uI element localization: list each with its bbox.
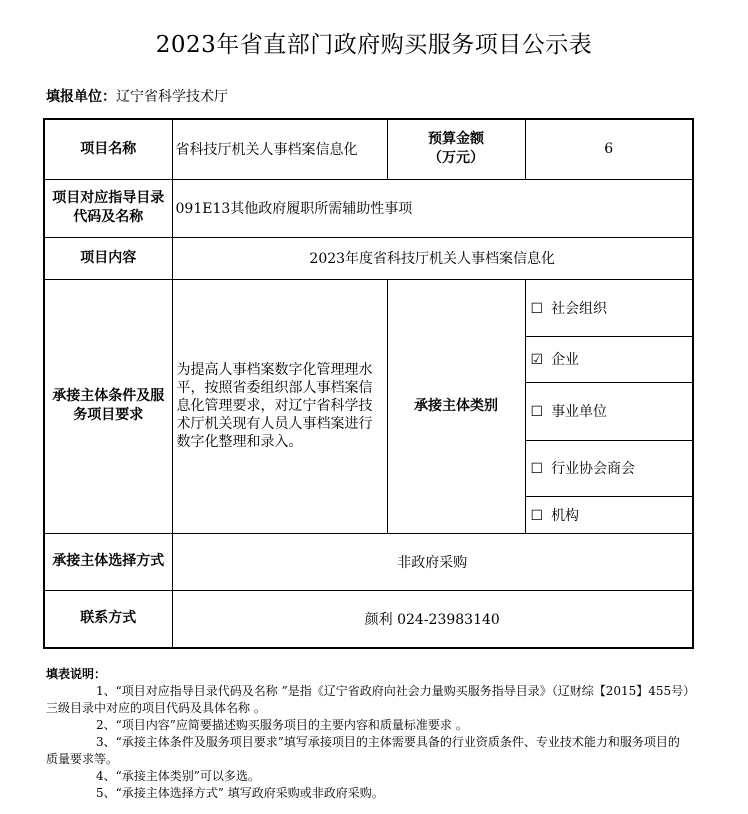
type-label: 承接主体类别	[387, 279, 525, 533]
content-label: 项目内容	[44, 237, 172, 279]
reporting-unit-label: 填报单位：	[46, 89, 116, 105]
note-item: 3、“承接主体条件及服务项目要求”填写承接项目的主体需要具备的行业资质条件、专业技术能力和服务项目的质量要求等。	[46, 735, 680, 766]
filling-instructions	[46, 666, 691, 802]
checkbox-icon: ☐	[530, 300, 544, 317]
reporting-unit-value: 辽宁省科学技术厅	[116, 89, 228, 105]
contact-value: 颜利 024-23983140	[172, 590, 693, 648]
note-item: 1、“项目对应指导目录代码及名称 ”是指《辽宁省政府向社会力量购买服务指导目录》（辽财综【2015】455号）三级目录中对应的项目代码及具体名称 。	[46, 684, 690, 715]
page-title: 2023年省直部门政府购买服务项目公示表	[155, 32, 593, 58]
catalog-label: 项目对应指导目录代码及名称	[44, 179, 172, 237]
checkbox-icon: ☐	[530, 404, 544, 420]
contact-label: 联系方式	[44, 590, 172, 648]
project-name-value: 省科技厅机关人事档案信息化	[172, 119, 387, 179]
option-enterprise[interactable]: ☑ 企业	[525, 336, 693, 382]
note-item: 4、“承接主体类别”可以多选。	[96, 769, 260, 783]
budget-value: 6	[525, 119, 693, 179]
reporting-unit	[46, 86, 228, 106]
checkbox-icon: ☐	[530, 507, 544, 524]
selection-method-label: 承接主体选择方式	[44, 533, 172, 590]
budget-label: 预算金额 （万元）	[387, 119, 525, 179]
note-item: 5、“承接主体选择方式” 填写政府采购或非政府采购。	[96, 786, 384, 800]
requirements-label: 承接主体条件及服务项目要求	[44, 279, 172, 533]
checkbox-icon: ☐	[530, 461, 544, 477]
option-public-institution[interactable]: ☐ 事业单位	[525, 382, 693, 440]
checkbox-checked-icon: ☑	[530, 352, 544, 368]
requirements-value: 为提高人事档案数字化管理理水平，按照省委组织部人事档案信息化管理要求，对辽宁省科学技术厅机关现有人员人事档案进行数字化整理和录入。	[172, 279, 387, 533]
selection-method-value: 非政府采购	[172, 533, 693, 590]
option-agency[interactable]: ☐ 机构	[525, 496, 693, 533]
option-social-org[interactable]: ☐ 社会组织	[525, 279, 693, 336]
notes-heading: 填表说明：	[46, 667, 107, 681]
note-item: 2、“项目内容”应简要描述购买服务项目的主要内容和质量标准要求 。	[96, 718, 468, 732]
option-industry-association[interactable]: ☐ 行业协会商会	[525, 440, 693, 496]
content-value: 2023年度省科技厅机关人事档案信息化	[172, 237, 693, 279]
catalog-value: 091E13其他政府履职所需辅助性事项	[172, 179, 693, 237]
project-name-label: 项目名称	[44, 119, 172, 179]
info-table	[43, 118, 694, 649]
